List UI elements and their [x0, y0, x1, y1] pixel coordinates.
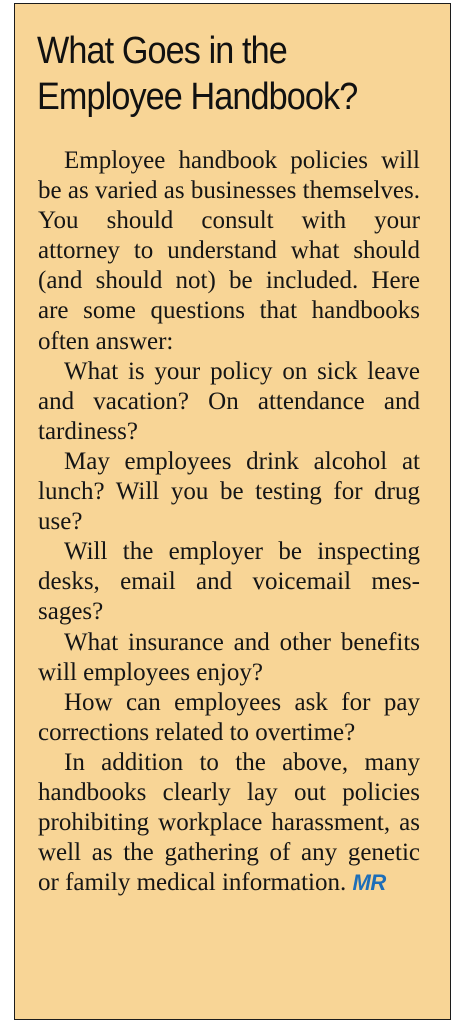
title-line-2: Employee Handbook?: [37, 76, 358, 118]
paragraph-alcohol: May employees drink alcohol at lunch? Will you be testing for drug use?: [38, 447, 420, 536]
sidebar-box: [14, 3, 451, 1020]
paragraph-intro: Employee handbook policies will be as varied as businesses themselves. You should consult with your attorney to understand what should (and should not) be included. Here are some questions that handbooks often answer:: [38, 147, 420, 355]
paragraph-conclusion: [38, 748, 420, 898]
paragraph-overtime: How can employees ask for pay corrections related to overtime?: [38, 688, 420, 746]
paragraph-inspecting: Will the employer be inspecting desks, email and voicemail messages?: [38, 538, 420, 626]
article-body: [38, 146, 420, 898]
paragraph-sick-leave: What is your policy on sick leave and vacation? On attendance and tardiness?: [38, 357, 420, 445]
paragraph-conclusion-text: In addition to the above, many handbooks clearly lay out policies prohibiting workplace harassment, as well as the gathering of any genetic or family medical information.: [38, 748, 420, 897]
article-title: [37, 28, 397, 120]
paragraph-insurance: What insurance and other benefits will employees enjoy?: [38, 628, 420, 686]
signoff-initials: MR: [352, 870, 386, 896]
title-line-1: What Goes in the: [37, 30, 287, 72]
